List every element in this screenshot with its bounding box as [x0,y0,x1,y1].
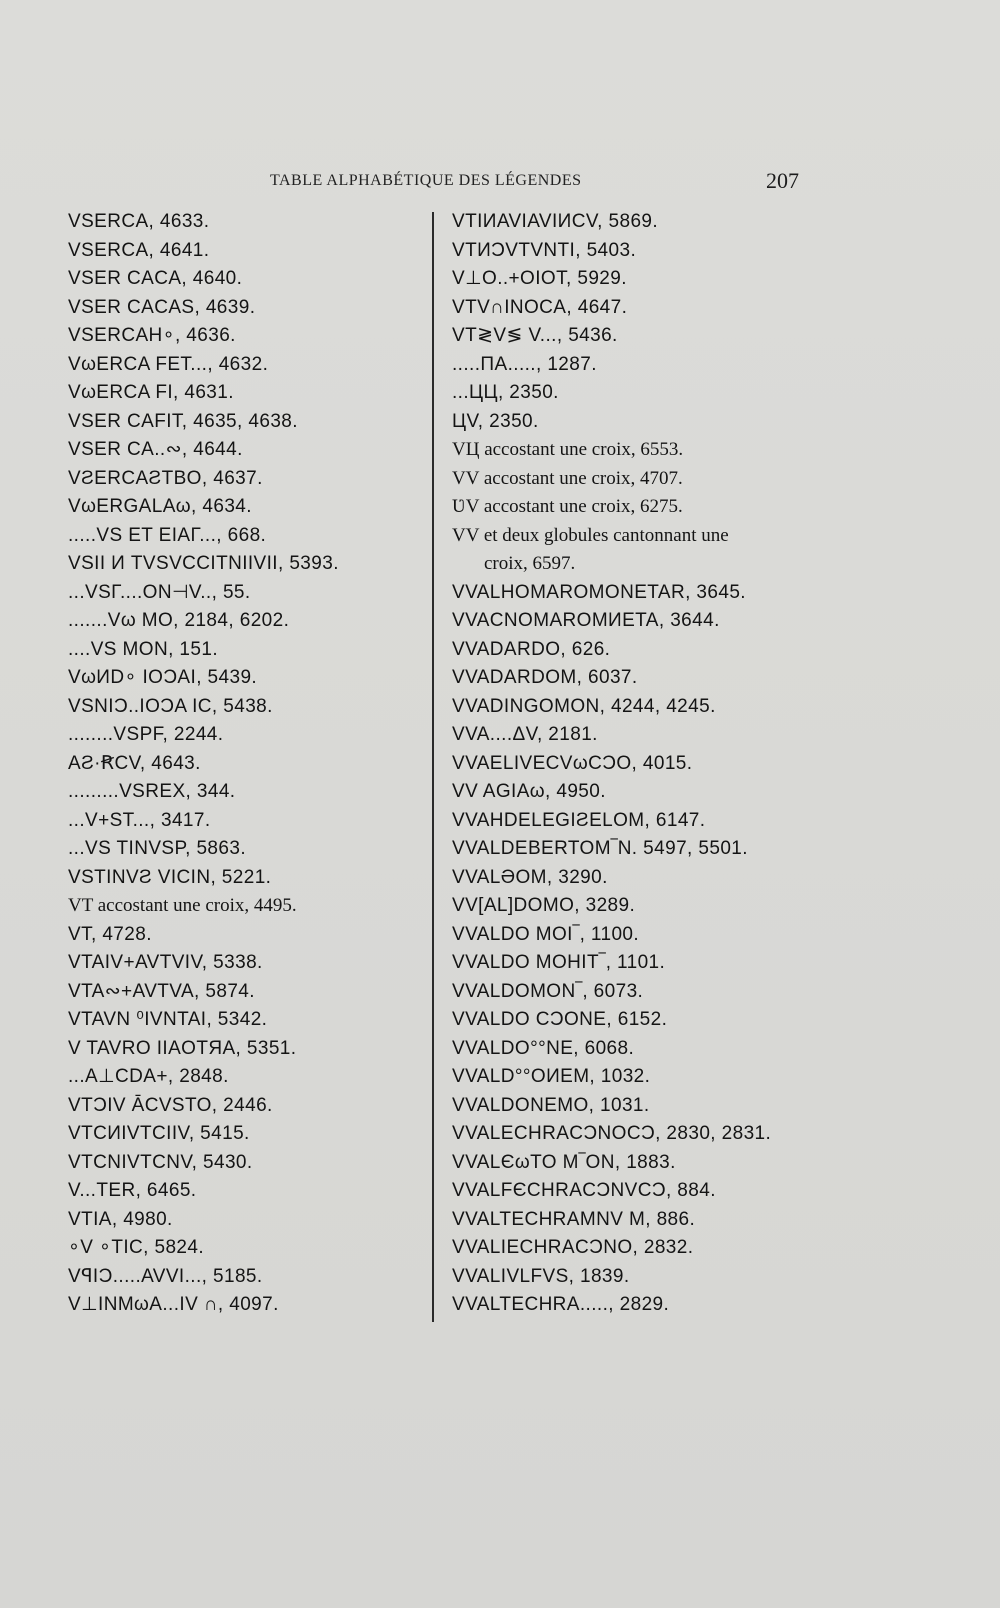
legend-entry: VTIИAVIAVIИCV, 5869. [452,211,659,232]
legend-entry: VT, 4728. [68,923,152,945]
legend-entry: ...V+ST..., 3417. [68,809,211,831]
legend-entry: .......Vω MO, 2184, 6202. [68,610,290,631]
legend-entry: VSER CA..∾, 4644. [68,439,243,460]
left-column [68,208,428,1320]
legend-entry: VVALHOMAROMONETAR, 3645. [452,581,746,603]
legend-entry: VꟼIƆ.....AVVI..., 5185. [68,1265,263,1287]
legend-entry: VωERCA FET..., 4632. [68,353,269,375]
legend-entry: VƧERCAƧTBO, 4637. [68,467,263,489]
running-head: TABLE ALPHABÉTIQUE DES LÉGENDES [270,172,582,189]
legend-entry: VVACNOMAROMИETA, 3644. [452,610,720,631]
legend-entry: croix, 6597. [484,553,576,574]
legend-entry: VTAVN ⁰IVNTAI, 5342. [68,1009,268,1030]
legend-entry: ........VSPF, 2244. [68,724,224,745]
legend-entry: VTA∾+AVTVA, 5874. [68,980,255,1002]
legend-entry: VVA....ΔV, 2181. [452,724,598,745]
legend-entry: VSERCA, 4633. [68,211,210,232]
legend-entry: VωERCA FI, 4631. [68,382,234,403]
legend-entry: VVAELIVECVωϹϽO, 4015. [452,752,693,774]
legend-entry: VTИƆVTVNTI, 5403. [452,239,637,261]
page-number: 207 [766,168,799,193]
legend-entry: VVALDO MOI‾, 1100. [452,923,640,945]
legend-entry: VT≷V≶ V..., 5436. [452,325,618,346]
legend-entry: ∘V ∘TIC, 5824. [68,1237,205,1258]
legend-entry: VTCИIVTCIIV, 5415. [68,1123,250,1144]
legend-entry: VSTINVƧ VICIN, 5221. [68,866,272,888]
legend-entry: .....VS ET EIAΓ..., 668. [68,524,267,546]
legend-entry: V TAVRO IIAOTЯA, 5351. [68,1037,297,1059]
legend-entry: VVALЄωTO M‾ON, 1883. [452,1151,676,1173]
legend-entry: VTAIV+AVTVIV, 5338. [68,952,263,973]
legend-entry: VTV∩INOCA, 4647. [452,296,628,318]
legend-entry: ...ЦЦ, 2350. [452,382,559,403]
legend-entry: V⊥O..+OIOT, 5929. [452,268,627,289]
legend-entry: VVALECHRAϹϽNOϹϽ, 2830, 2831. [452,1123,772,1144]
legend-entry: VSERCA, 4641. [68,239,210,261]
legend-entry: .........VSREX, 344. [68,781,236,802]
right-column [452,208,802,1320]
legend-entry: VVALD°°OИEM, 1032. [452,1066,651,1087]
legend-entry: VSER CAFIT, 4635, 4638. [68,410,298,432]
legend-entry: VVADARDOM, 6037. [452,667,638,688]
legend-entry: VV AGIAω, 4950. [452,781,606,802]
legend-entry: VVALDOMON‾, 6073. [452,980,644,1002]
legend-entry: VT accostant une croix, 4495. [68,895,297,916]
legend-entry: VVALTECHRA....., 2829. [452,1294,670,1315]
legend-entry: VSNIƆ..IOƆA IC, 5438. [68,695,273,717]
legend-entry: VVADARDO, 626. [452,638,611,660]
legend-entry: VVALIECHRAϹϽNO, 2832. [452,1237,694,1258]
legend-entry: VVALDO MOHIT‾, 1101. [452,952,666,973]
legend-entry: ...A⊥CDA+, 2848. [68,1066,229,1087]
legend-entry: VV et deux globules cantonnant une [452,524,729,546]
legend-entry: AƧ·ꞦCV, 4643. [68,752,201,774]
legend-entry: VVALƏOM, 3290. [452,866,608,888]
legend-entry: VSER CACAS, 4639. [68,296,256,318]
legend-entry: VVADINGOMON, 4244, 4245. [452,695,716,717]
legend-entry: V⊥INMωA...IV ∩, 4097. [68,1294,279,1315]
legend-entry: VV[AL]DOMO, 3289. [452,895,636,916]
legend-entry: VЦ accostant une croix, 6553. [452,439,684,460]
legend-entry: VVALDO°°NE, 6068. [452,1037,635,1059]
legend-entry: VTIA, 4980. [68,1208,173,1230]
legend-entry: ƲV accostant une croix, 6275. [452,496,683,517]
legend-entry: .....ΠA....., 1287. [452,353,597,375]
legend-entry: VVALFЄCHRAϹϽNVϹϽ, 884. [452,1180,716,1201]
legend-entry: ЦV, 2350. [452,410,539,432]
legend-entry: ...VS TINVSP, 5863. [68,838,246,859]
legend-entry: VVALIVLFVS, 1839. [452,1265,630,1287]
legend-entry: ....VS MON, 151. [68,638,219,660]
legend-entry: VVAHDELEGIƧELOM, 6147. [452,809,706,831]
legend-entry: V...TER, 6465. [68,1180,197,1201]
column-divider [432,212,434,1322]
legend-entry: ...VSΓ....ON⊣V.., 55. [68,581,251,603]
legend-entry: VTCNIVTCNV, 5430. [68,1151,253,1173]
legend-entry: VωИD∘ IOƆAI, 5439. [68,667,258,688]
legend-entry: VVALDONEMO, 1031. [452,1094,650,1116]
legend-entry: VSERCAH∘, 4636. [68,325,236,346]
legend-entry: VV accostant une croix, 4707. [452,467,683,489]
legend-entry: VTƆIV ĀCVSTO, 2446. [68,1094,273,1116]
legend-entry: VSII И TVSVCCITNIIVII, 5393. [68,553,339,574]
legend-entry: VVALDO ϹϽONE, 6152. [452,1009,668,1030]
legend-entry: VVALDEBERTOM‾N. 5497, 5501. [452,838,748,859]
legend-entry: VωERGALAω, 4634. [68,496,252,517]
legend-entry: VVALTECHRAMNV M, 886. [452,1208,696,1230]
legend-entry: VSER CACA, 4640. [68,268,243,289]
